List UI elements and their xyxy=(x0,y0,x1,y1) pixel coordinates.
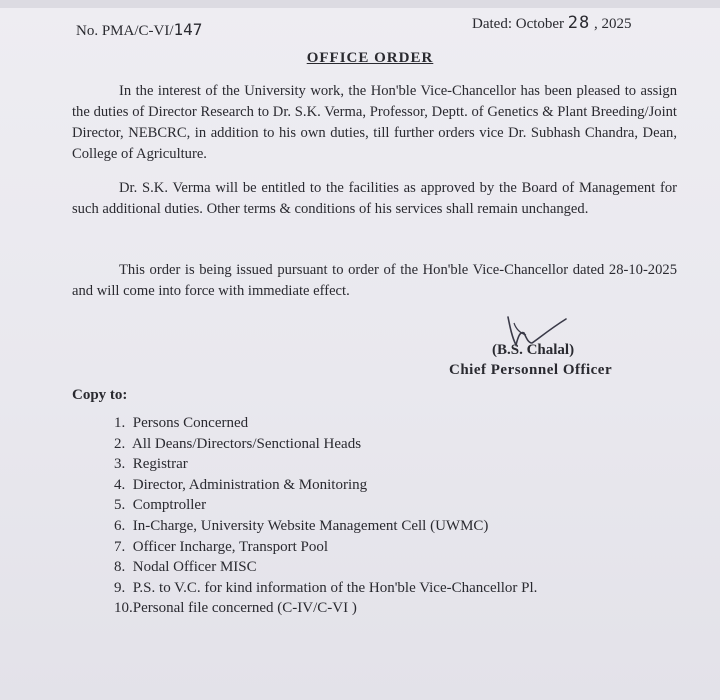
date-day-handwritten: 28 xyxy=(567,13,591,33)
list-item: 5. Comptroller xyxy=(114,497,207,514)
list-item: 7. Officer Incharge, Transport Pool xyxy=(114,538,328,555)
list-item: 3. Registrar xyxy=(114,456,188,473)
list-item: 10.Personal file concerned (C-IV/C-VI ) xyxy=(114,600,357,617)
paragraph-3: This order is being issued pursuant to order of the Hon'ble Vice-Chancellor dated 28-10-2025 and will come into force with immediate effect. xyxy=(72,262,677,299)
list-item: 9. P.S. to V.C. for kind information of the Hon'ble Vice-Chancellor Pl. xyxy=(114,579,538,596)
signatory-name: (B.S. Chalal) xyxy=(492,342,575,358)
list-item: 6. In-Charge, University Website Management Cell (UWMC) xyxy=(114,517,489,534)
list-item: 2. All Deans/Directors/Senctional Heads xyxy=(114,435,362,452)
page-top-edge xyxy=(0,0,720,8)
copy-to-heading: Copy to: xyxy=(72,387,128,403)
paragraph-2: Dr. S.K. Verma will be entitled to the facilities as approved by the Board of Management for such additional duties. Other terms & conditions of his services shall remain unchanged. xyxy=(72,180,677,217)
list-item: 8. Nodal Officer MISC xyxy=(114,559,257,576)
document-title: OFFICE ORDER xyxy=(306,50,434,66)
reference-prefix: No. PMA/C-VI/ xyxy=(76,23,174,39)
signatory-designation: Chief Personnel Officer xyxy=(449,362,613,378)
date-year: , 2025 xyxy=(594,16,632,32)
order-date xyxy=(472,13,632,33)
list-item: 4. Director, Administration & Monitoring xyxy=(114,476,368,493)
copy-to-list xyxy=(114,413,674,619)
reference-number xyxy=(76,20,202,40)
reference-handwritten-number: 147 xyxy=(173,20,203,39)
list-item: 1. Persons Concerned xyxy=(114,415,249,431)
date-prefix: Dated: October xyxy=(472,16,565,32)
paragraph-1: In the interest of the University work, the Hon'ble Vice-Chancellor has been pleased to assign the duties of Director Research to Dr. S.K. Verma, Professor, Deptt. of Genetics & Plant Breeding/Joint Director, NEBCRC, in addition to his own duties, till further orders vice Dr. Subhash Chandra, Dean, College of Agriculture. xyxy=(72,83,677,162)
